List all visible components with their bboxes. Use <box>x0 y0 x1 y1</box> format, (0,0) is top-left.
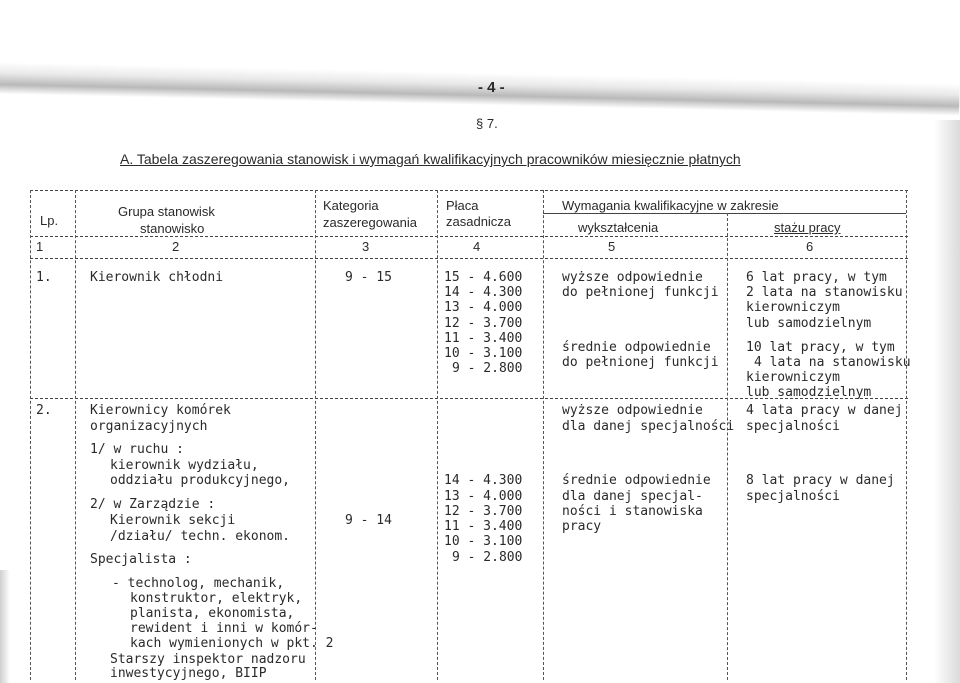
experience-req: 4 lata pracy w danej <box>746 403 903 418</box>
education-req: dla danej specjalności <box>562 419 735 434</box>
education-req: średnie odpowiednie <box>562 473 711 488</box>
pay-rate: 13 - 4.000 <box>444 489 523 504</box>
header-pay: Płaca <box>446 198 479 213</box>
col-border <box>30 190 31 680</box>
header-group: Grupa stanowisk <box>118 204 215 219</box>
pay-rate: 15 - 4.600 <box>444 270 523 285</box>
col-number: 1 <box>36 239 44 254</box>
position-sub: - technolog, mechanik, <box>112 576 285 591</box>
category-range: 9 - 14 <box>345 513 392 528</box>
position-sub: Specjalista : <box>90 552 192 567</box>
experience-req: 4 lata na stanowisku <box>754 355 911 370</box>
scan-edge-shadow <box>934 120 960 683</box>
pay-rate: 9 - 2.800 <box>452 550 523 565</box>
header-pay: zasadnicza <box>446 214 512 229</box>
education-req: wyższe odpowiednie <box>562 270 703 285</box>
header-lp: Lp. <box>40 213 59 228</box>
col-border <box>906 190 907 680</box>
col-number: 4 <box>473 239 481 254</box>
position-sub: Kierownik sekcji <box>110 513 236 528</box>
col-border <box>437 190 438 680</box>
experience-req: 6 lat pracy, w tym <box>746 270 887 285</box>
pay-rate: 12 - 3.700 <box>444 316 523 331</box>
position-sub: 2/ w Zarządzie : <box>90 497 216 512</box>
pay-rate: 10 - 3.100 <box>444 346 523 361</box>
header-experience: stażu pracy <box>774 220 841 235</box>
position-sub: kierownik wydziału, <box>110 458 259 473</box>
col-number-border <box>30 258 908 259</box>
header-bottom-border <box>30 236 908 237</box>
experience-req: specjalności <box>746 489 840 504</box>
col-border <box>727 213 728 680</box>
pay-rate: 11 - 3.400 <box>444 519 523 534</box>
education-req: pracy <box>562 519 602 534</box>
col-number: 3 <box>362 239 370 254</box>
education-req: do pełnionej funkcji <box>562 285 719 300</box>
position-sub: /działu/ techn. ekonom. <box>110 529 291 544</box>
pay-rate: 9 - 2.800 <box>452 361 523 376</box>
row-lp: 2. <box>36 403 52 418</box>
position-name: Kierownik chłodni <box>90 270 224 285</box>
position-name: organizacyjnych <box>90 419 208 434</box>
pay-rate: 10 - 3.100 <box>444 534 523 549</box>
col-number: 6 <box>806 239 814 254</box>
position-sub: Starszy inspektor nadzoru <box>110 652 306 667</box>
header-category: Kategoria <box>323 198 379 213</box>
experience-req: specjalności <box>746 419 840 434</box>
pay-rate: 11 - 3.400 <box>444 331 523 346</box>
page-number: - 4 - <box>478 79 505 96</box>
education-req: wyższe odpowiednie <box>562 403 703 418</box>
header-education: wykształcenia <box>578 220 659 235</box>
col-border <box>543 190 544 680</box>
experience-req: kierowniczym <box>746 370 840 385</box>
position-sub: rewident i inni w komór- <box>130 621 318 636</box>
education-req: do pełnionej funkcji <box>562 355 719 370</box>
position-sub: planista, ekonomista, <box>130 606 295 621</box>
table-top-border <box>30 190 908 191</box>
position-sub: 1/ w ruchu : <box>90 442 184 457</box>
pay-rate: 14 - 4.300 <box>444 285 523 300</box>
experience-req: lub samodzielnym <box>746 316 872 331</box>
education-req: ności i stanowiska <box>562 504 703 519</box>
col-border <box>315 190 316 680</box>
col-number: 2 <box>172 239 180 254</box>
req-underline <box>543 213 906 214</box>
position-sub: konstruktor, elektryk, <box>130 591 303 606</box>
experience-req: 8 lat pracy w danej <box>746 473 895 488</box>
header-requirements: Wymagania kwalifikacyjne w zakresie <box>562 198 779 213</box>
experience-req: lub samodzielnym <box>746 385 872 400</box>
experience-req: kierowniczym <box>746 300 840 315</box>
table-title: A. Tabela zaszeregowania stanowisk i wymagań kwalifikacyjnych pracowników miesięcznie płatnych <box>120 151 741 167</box>
header-group: stanowisko <box>140 221 205 236</box>
position-sub: oddziału produkcyjnego, <box>110 473 291 488</box>
scan-edge-shadow-left <box>0 570 10 683</box>
header-category: zaszeregowania <box>323 215 417 230</box>
pay-rate: 13 - 4.000 <box>444 300 523 315</box>
col-number: 5 <box>608 239 616 254</box>
education-req: dla danej specjal- <box>562 489 703 504</box>
experience-req: 2 lata na stanowisku <box>746 285 903 300</box>
experience-req: 10 lat pracy, w tym <box>746 340 895 355</box>
position-name: Kierownicy komórek <box>90 403 231 418</box>
row-lp: 1. <box>36 270 52 285</box>
category-range: 9 - 15 <box>345 270 392 285</box>
position-sub: kach wymienionych w pkt. 2 <box>130 636 334 651</box>
pay-rate: 12 - 3.700 <box>444 504 523 519</box>
col-border <box>75 190 76 680</box>
section-number: § 7. <box>476 116 498 131</box>
position-sub: inwestycyjnego, BIIP <box>110 666 267 681</box>
education-req: średnie odpowiednie <box>562 340 711 355</box>
pay-rate: 14 - 4.300 <box>444 473 523 488</box>
